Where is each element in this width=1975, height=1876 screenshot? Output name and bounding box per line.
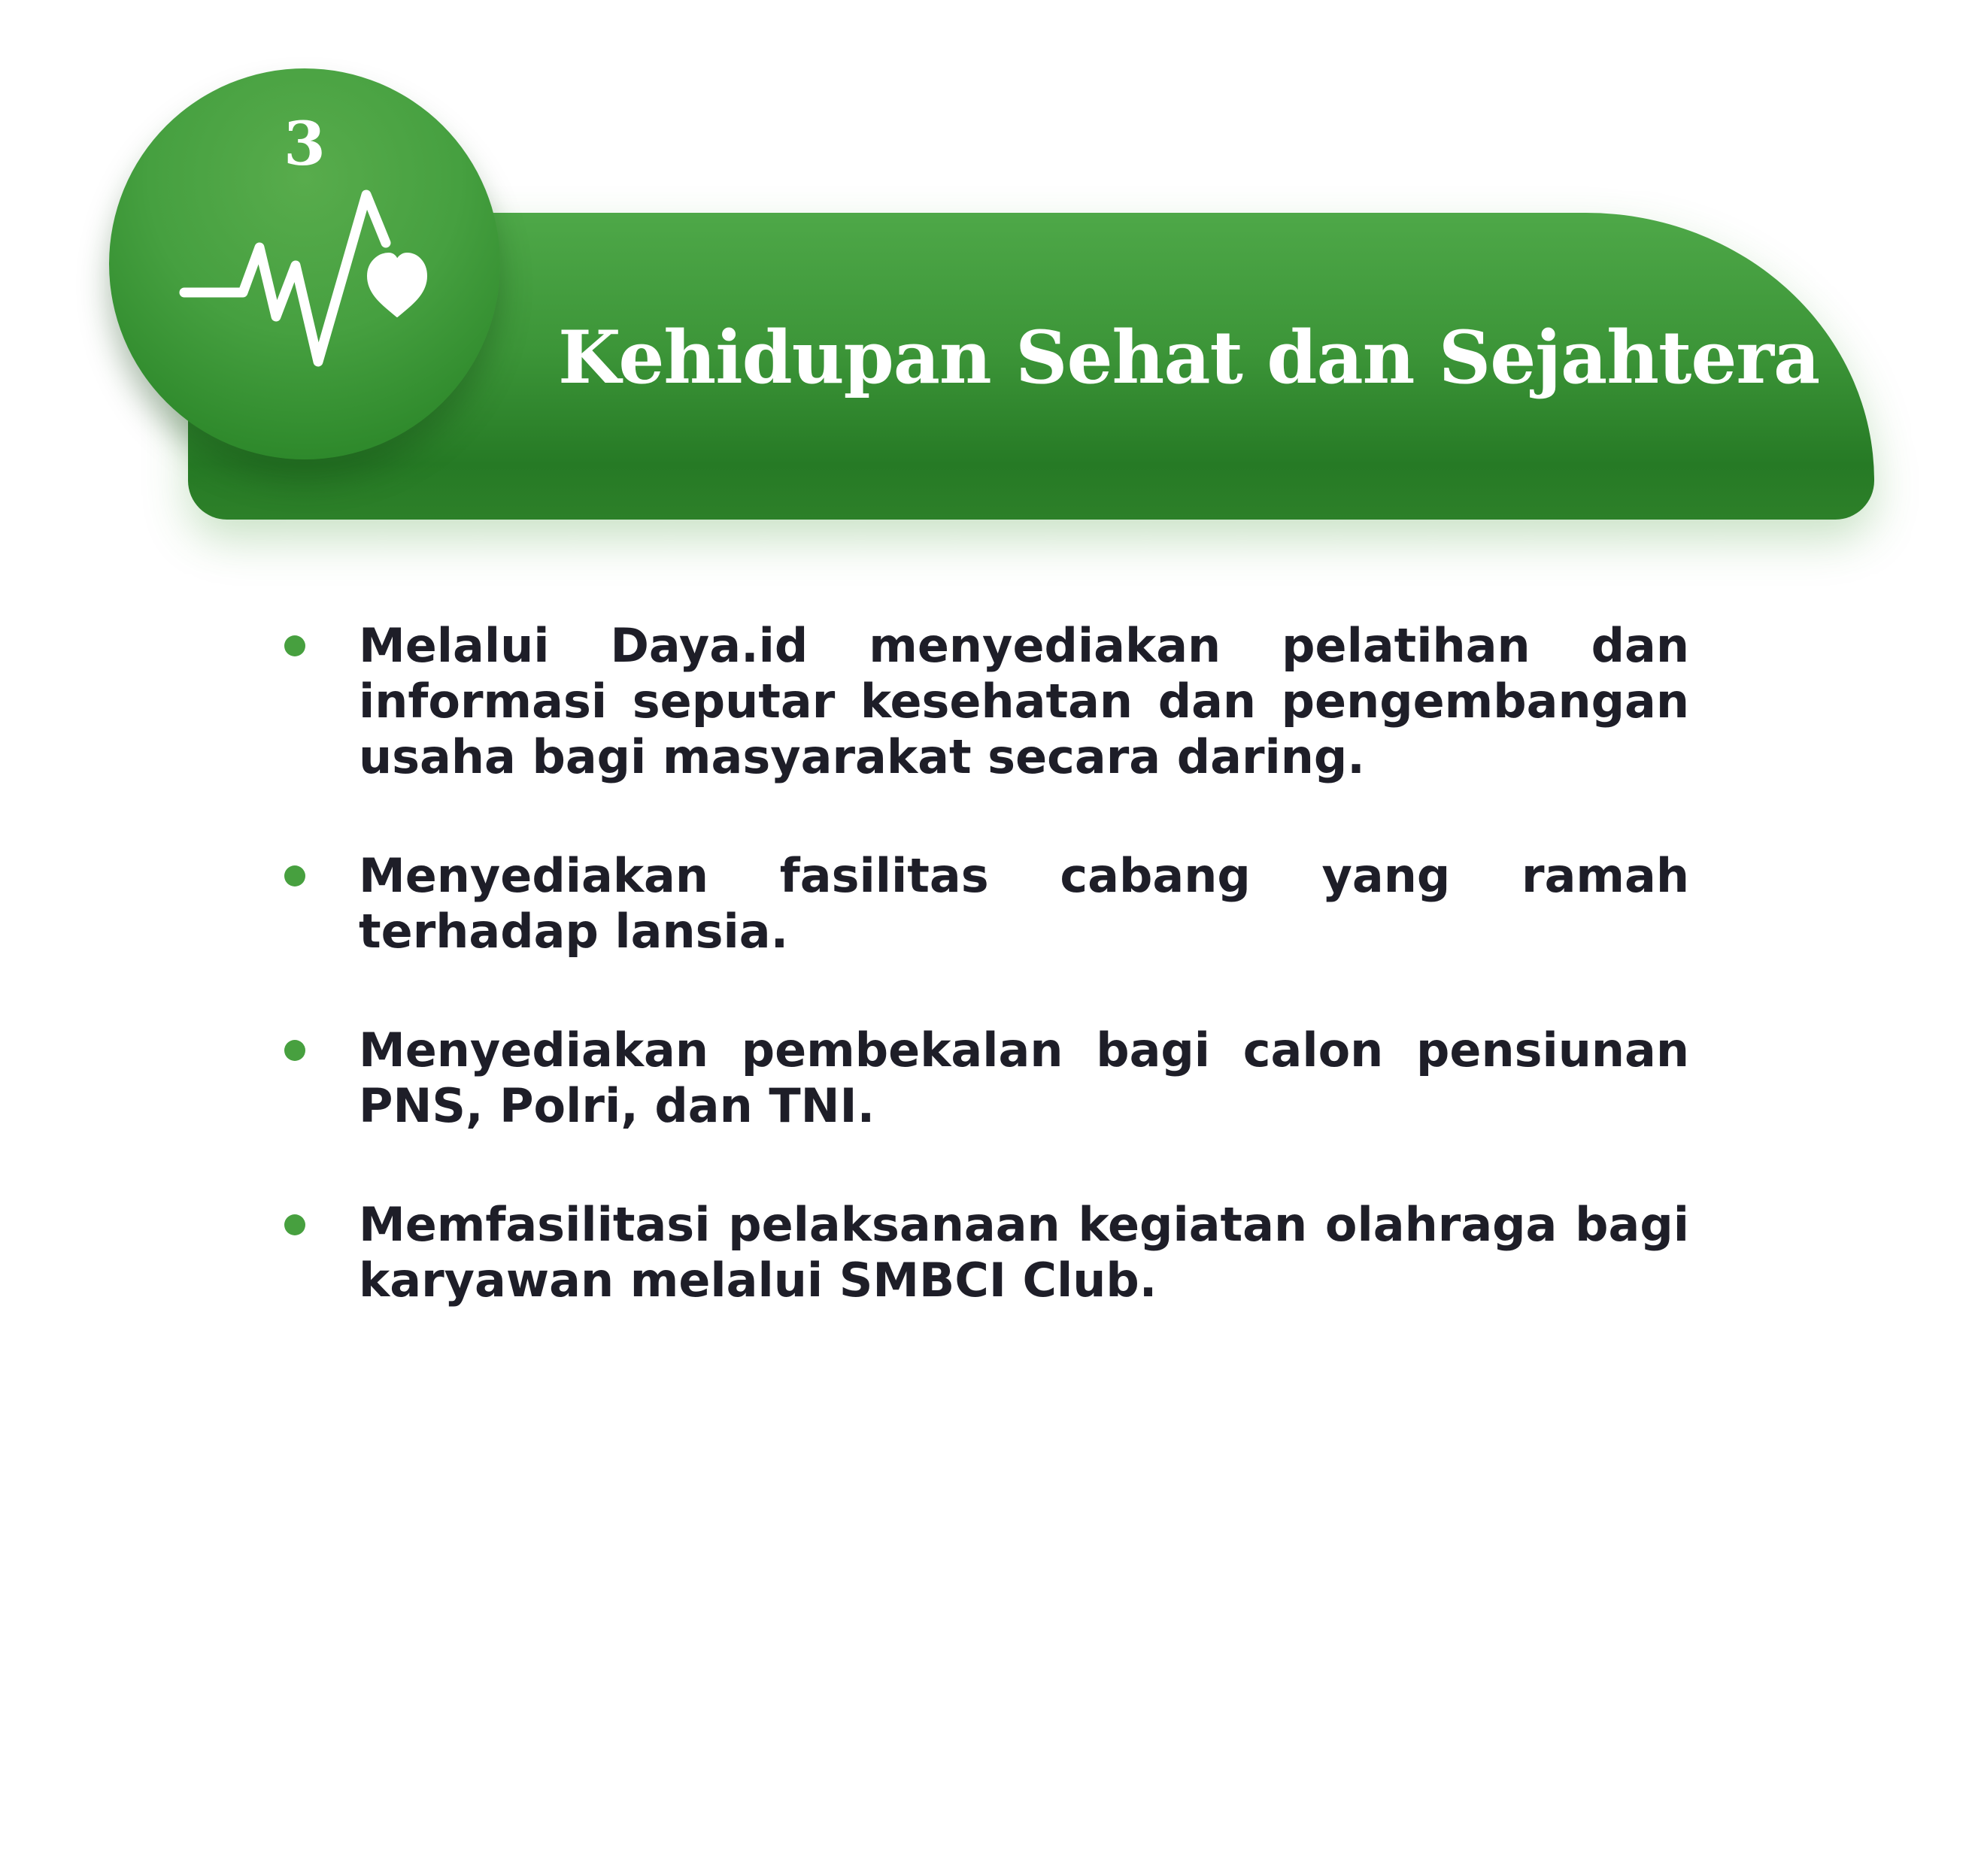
- bullet-list: [278, 618, 1689, 1371]
- list-item: [278, 848, 1689, 959]
- list-item-text: Menyediakan pembekalan bagi calon pensiunan PNS, Polri, dan TNI.: [359, 1023, 1689, 1133]
- bullet-dot: [284, 865, 305, 886]
- list-item: [278, 1023, 1689, 1134]
- heartbeat-heart-icon: [109, 68, 500, 459]
- goal-badge: [109, 68, 500, 459]
- bullet-dot: [284, 1040, 305, 1061]
- list-item-text: Melalui Daya.id menyediakan pelatihan dan informasi seputar kesehatan dan pengembangan usaha bagi masyarakat secara daring.: [359, 618, 1689, 784]
- list-item: [278, 618, 1689, 785]
- goal-number: 3: [284, 108, 326, 179]
- list-item-text: Menyediakan fasilitas cabang yang ramah terhadap lansia.: [359, 848, 1689, 959]
- list-item-text: Memfasilitasi pelaksanaan kegiatan olahraga bagi karyawan melalui SMBCI Club.: [359, 1197, 1689, 1308]
- bullet-dot: [284, 1214, 305, 1235]
- bullet-dot: [284, 635, 305, 656]
- section-title: Kehidupan Sehat dan Sejahtera: [558, 315, 1820, 400]
- list-item: [278, 1197, 1689, 1308]
